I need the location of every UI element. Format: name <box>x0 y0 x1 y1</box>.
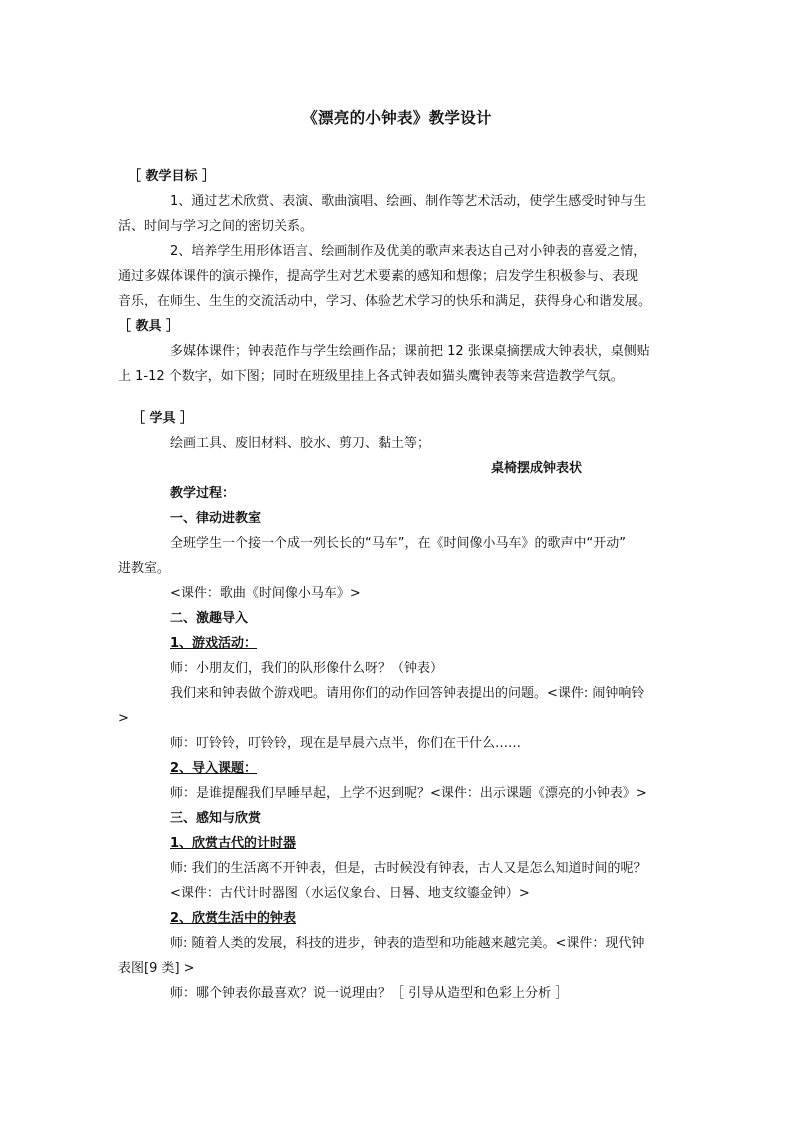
section-2-line-3: > <box>118 711 129 726</box>
section-2-line-4: 师：叮铃铃，叮铃铃，现在是早晨六点半，你们在干什么…… <box>170 736 522 751</box>
section-3-sub-2: 2、欣赏生活中的钟表 <box>170 911 297 926</box>
section-2-line-5: 师：是谁提醒我们早睡早起，上学不迟到呢？<课件：出示课题《漂亮的小钟表》> <box>170 786 647 801</box>
section-3-line-3: 师: 随着人类的发展，科技的进步，钟表的造型和功能越来越完美。<课件：现代钟 <box>170 936 645 951</box>
section-1-courseware: <课件：歌曲《时间像小马车》> <box>170 586 361 601</box>
goals-heading: ［ 教学目标 ］ <box>128 169 216 184</box>
section-1-line-2: 进教室。 <box>118 561 171 576</box>
goal-2-line-2: 通过多媒体课件的演示操作，提高学生对艺术要素的感知和想像；启发学生积极参与、表现 <box>118 269 639 284</box>
section-2-line-2: 我们来和钟表做个游戏吧。请用你们的动作回答钟表提出的问题。<课件: 闹钟响铃 <box>170 686 645 701</box>
section-2-sub-2: 2、导入课题： <box>170 761 258 776</box>
section-3-line-5: 师：哪个钟表你最喜欢？说一说理由？［ 引导从造型和色彩上分析 ］ <box>170 986 569 1001</box>
page-title: 《漂亮的小钟表》教学设计 <box>302 109 492 127</box>
section-3-line-1: 师: 我们的生活离不开钟表，但是，古时候没有钟表，古人又是怎么知道时间的呢？ <box>170 861 647 876</box>
tools-line-1: 多媒体课件；钟表范作与学生绘画作品；课前把 12 张课桌摘摆成大钟表状，桌侧贴 <box>170 344 650 359</box>
section-3-line-4: 表图[9 类] > <box>118 961 195 976</box>
goal-1-line-1: 1、通过艺术欣赏、表演、歌曲演唱、绘画、制作等艺术活动，使学生感受时钟与生 <box>170 194 647 209</box>
section-2-line-1: 师：小朋友们，我们的队形像什么呀？（钟表） <box>170 661 444 676</box>
section-3-heading: 三、感知与欣赏 <box>170 811 262 826</box>
section-1-heading: 一、律动进教室 <box>170 511 262 526</box>
goal-2-line-1: 2、培养学生用形体语言、绘画制作及优美的歌声来表达自己对小钟表的喜爱之情， <box>170 244 647 259</box>
section-2-sub-1: 1、游戏活动： <box>170 636 258 651</box>
tools-line-2: 上 1-12 个数字，如下图；同时在班级里挂上各式钟表如猫头鹰钟表等来营造教学气氛。 <box>118 369 624 384</box>
figure-caption: 桌椅摆成钟表状 <box>491 461 583 476</box>
tools-heading: ［ 教具 ］ <box>118 319 180 334</box>
goal-2-line-3: 音乐，在师生、生生的交流活动中，学习、体验艺术学习的快乐和满足，获得身心和谐发展。 <box>118 294 652 309</box>
supplies-text: 绘画工具、废旧材料、胶水、剪刀、黏土等； <box>170 436 431 451</box>
document-body <box>118 164 678 1006</box>
process-heading: 教学过程： <box>170 486 236 501</box>
section-3-line-2: <课件：古代计时器图（水运仪象台、日晷、地支纹鎏金钟）> <box>170 886 530 901</box>
goal-1-line-2: 活、时间与学习之间的密切关系。 <box>118 219 314 234</box>
supplies-heading: ［ 学具 ］ <box>132 411 194 426</box>
section-3-sub-1: 1、欣赏古代的计时器 <box>170 836 297 851</box>
section-2-heading: 二、激趣导入 <box>170 611 249 626</box>
section-1-line-1: 全班学生一个接一个成一列长长的“马车”，在《时间像小马车》的歌声中“开动” <box>170 536 626 551</box>
